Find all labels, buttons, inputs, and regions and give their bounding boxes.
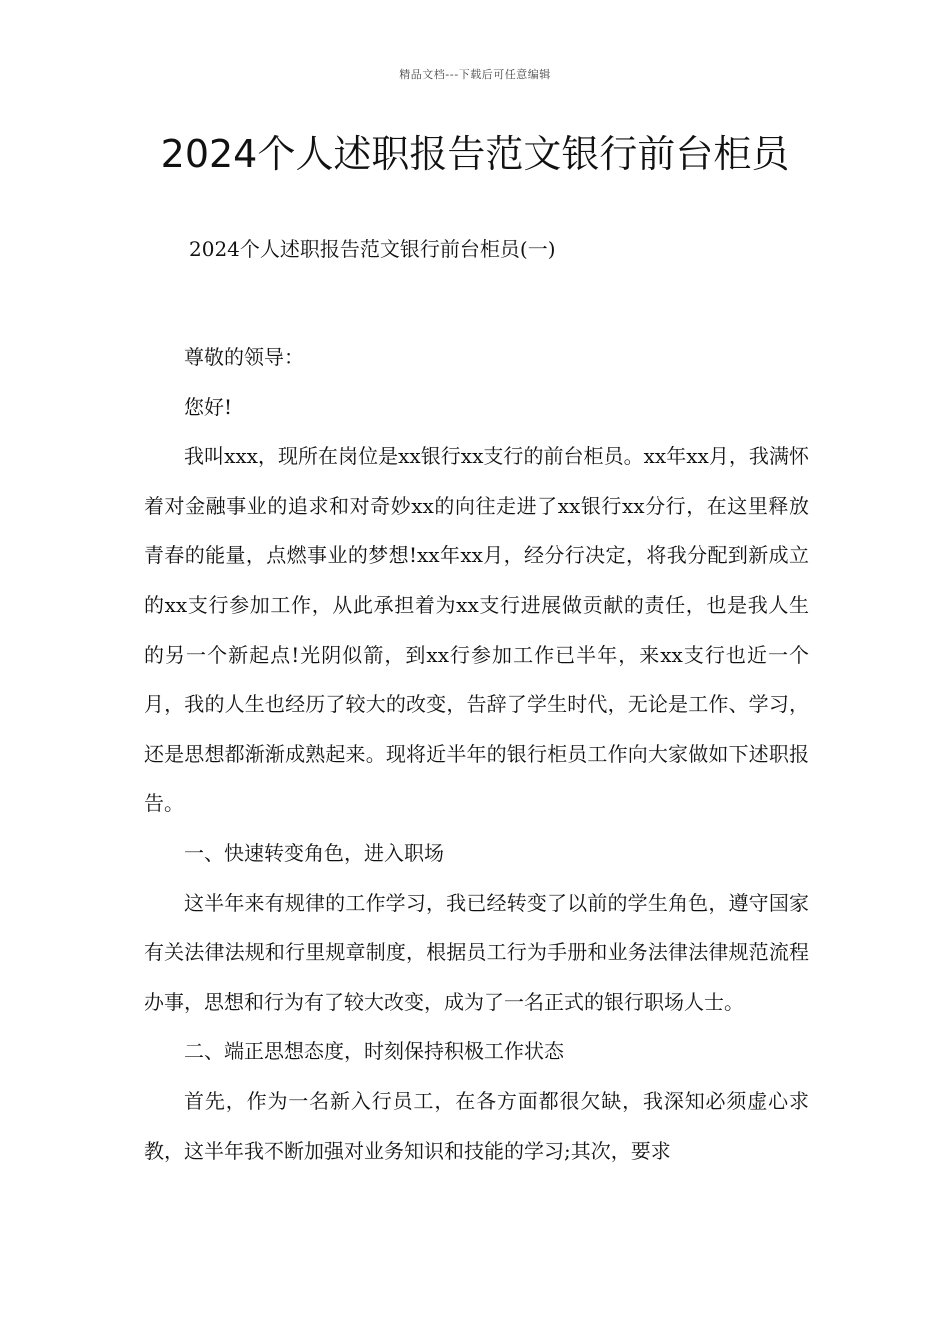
document-title: 2024个人述职报告范文银行前台柜员	[160, 132, 790, 176]
salutation: 尊敬的领导：	[184, 345, 304, 369]
intro-paragraph: 我叫xxx，现所在岗位是xx银行xx支行的前台柜员。xx年xx月，我满怀着对金融事业的追求和对奇妙xx的向往走进了xx银行xx分行，在这里释放青春的能量，点燃事业的梦想!xx年xx月，经分行决定，将我分配到新成立的xx支行参加工作，从此承担着为xx支行进展做贡献的责任，也是我人生的另一个新起点!光阴似箭，到xx行参加工作已半年，来xx支行也近一个月，我的人生也经历了较大的改变，告辞了学生时代，无论是工作、学习，还是思想都渐渐成熟起来。现将近半年的银行柜员工作向大家做如下述职报告。	[144, 444, 809, 816]
section-2-paragraph: 首先，作为一名新入行员工，在各方面都很欠缺，我深知必须虚心求教，这半年我不断加强对业务知识和技能的学习;其次，要求	[144, 1088, 809, 1163]
document-body	[144, 333, 809, 1176]
section-heading-2: 二、端正思想态度，时刻保持积极工作状态	[184, 1039, 564, 1064]
greeting: 您好!	[184, 394, 233, 419]
document-subtitle: 2024个人述职报告范文银行前台柜员(一)	[189, 237, 556, 261]
section-1-paragraph: 这半年来有规律的工作学习，我已经转变了以前的学生角色，遵守国家有关法律法规和行里规章制度，根据员工行为手册和业务法律法律规范流程办事，思想和行为有了较大改变，成为了一名正式的银行职场人士。	[144, 890, 809, 1014]
section-heading-1: 一、快速转变角色，进入职场	[184, 840, 444, 865]
page-header-note: 精品文档---下载后可任意编辑	[399, 68, 551, 81]
